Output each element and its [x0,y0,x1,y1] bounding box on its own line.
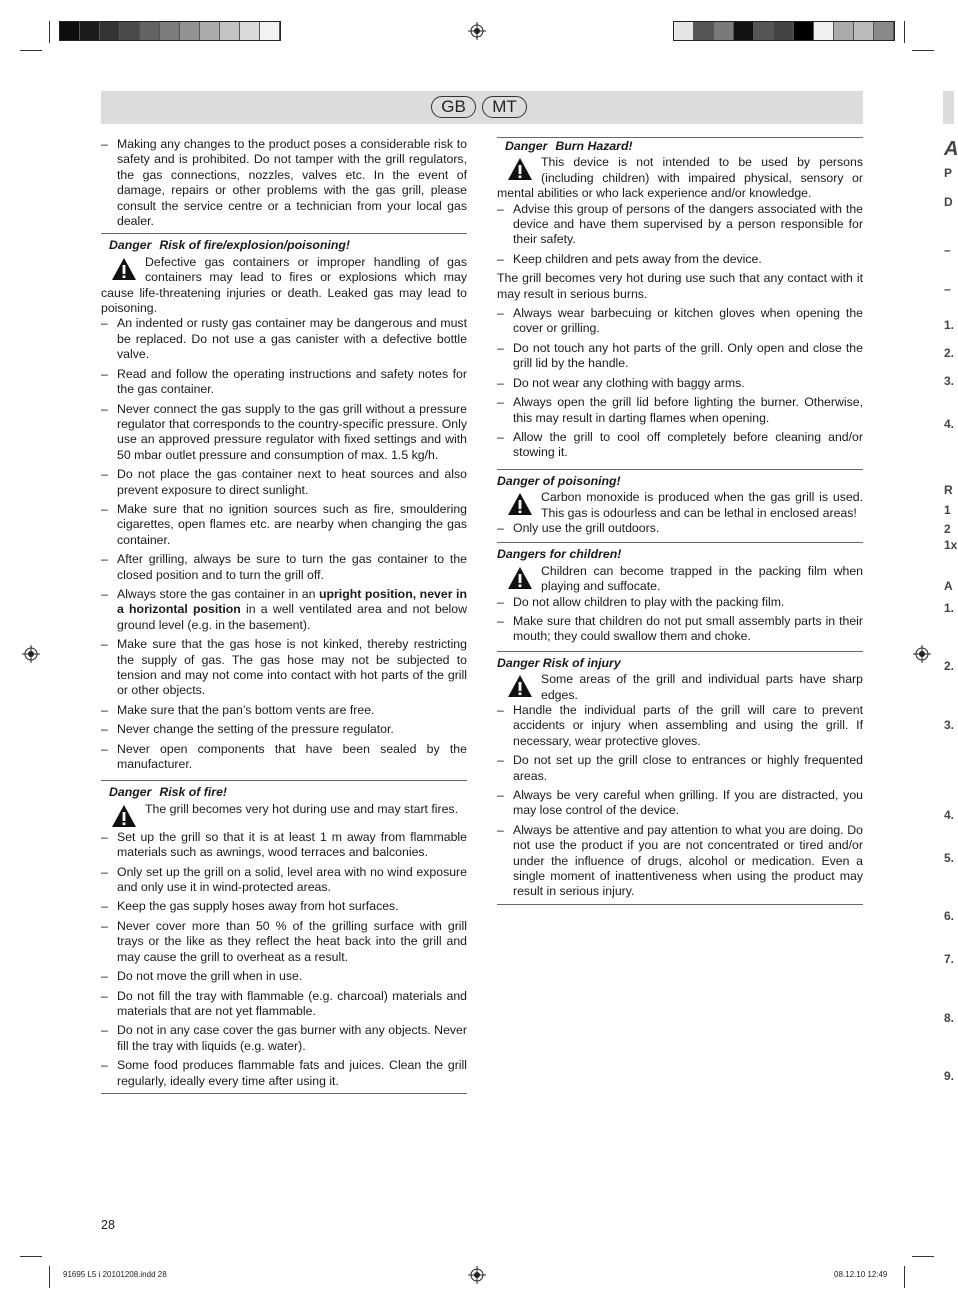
warning-triangle-icon [111,257,137,281]
danger-box-fire-explosion [101,233,467,316]
edge-fragment: 2. [944,346,955,360]
danger-list [101,830,467,1089]
list-item [101,467,467,498]
edge-fragment: 2 [944,522,951,536]
crop-mark [20,1256,42,1257]
list-item-text: Do not move the grill when in use. [117,969,303,984]
registration-mark-icon [22,645,40,663]
crop-mark [904,1266,905,1288]
list-item-text: Always open the grill lid before lighting the burner. Otherwise, this may result in darting flames when opening. [513,395,863,425]
list-dash: – [497,703,504,717]
edge-fragment: A [944,579,953,593]
danger-title: Danger Burn Hazard! [505,139,633,153]
danger-text: Carbon monoxide is produced when the gas grill is used. This gas is odourless and can be lethal in enclosed areas! [541,490,863,520]
list-item [101,1058,467,1089]
list-item-text: Allow the grill to cool off completely before cleaning and/or stowing it. [513,429,863,460]
list-item-text: Set up the grill so that it is at least 1 m away from flammable materials such as awnings, wood terraces and balconies. [117,829,467,860]
list-item [101,919,467,965]
danger-text: Some areas of the grill and individual parts have sharp edges. [541,672,863,702]
list-dash: – [101,401,108,416]
list-item-text: Keep the gas supply hoses away from hot surfaces. [117,899,399,914]
list-item [101,367,467,398]
edge-fragment: 3. [944,374,955,388]
warning-triangle-icon [507,566,533,590]
list-item [101,402,467,464]
list-dash: – [101,1058,108,1073]
list-dash: – [497,340,504,355]
list-dash: – [101,918,108,933]
crop-mark [49,1266,50,1288]
list-item [497,753,863,784]
list-dash: – [497,395,504,410]
list-dash: – [497,251,504,266]
edge-fragment: 4. [944,808,955,822]
color-bar-right [673,21,895,41]
page-number: 28 [101,1218,115,1232]
edge-fragment: – [944,282,951,296]
list-item-text: Never connect the gas supply to the gas grill without a pressure regulator that corresponds to the country-specific pressure. Only use an approved pressure regulator with fixed settings and with 50 mbar outlet pressure and consumption of max. 1.5 kg/h. [117,401,467,462]
list-item [101,722,467,737]
list-dash: – [101,467,108,482]
warning-triangle-icon [111,804,137,828]
list-item-text: Do not place the gas container next to heat sources and also prevent exposure to direct sunlight. [117,467,467,497]
list-dash: – [101,702,108,717]
list-item [497,341,863,372]
registration-mark-icon [913,645,931,663]
list-item [101,703,467,718]
list-item [101,552,467,583]
danger-box-fire [101,780,467,829]
list-item [101,865,467,896]
list-item-text: After grilling, always be sure to turn the gas container to the closed position and to turn the grill off. [117,552,467,582]
list-dash: – [101,899,108,914]
divider [497,904,863,905]
list-item-text: Only use the grill outdoors. [513,520,660,535]
crop-mark [912,1256,934,1257]
list-item [101,502,467,548]
list-item [101,969,467,984]
divider [101,1093,467,1094]
list-dash: – [497,822,504,837]
list-item-text: Keep children and pets away from the device. [513,251,762,266]
list-dash: – [497,788,504,803]
warning-triangle-icon [507,492,533,516]
footer-file-info: 91695 L5 i 20101208.indd 28 [63,1270,167,1279]
list-item-text: Do not touch any hot parts of the grill. Only open and close the grill lid by the handle. [513,340,863,371]
list-item-text: Do not set up the grill close to entrances or highly frequented areas. [513,753,863,783]
list-item-text: Never change the setting of the pressure regulator. [117,722,394,737]
registration-mark-icon [468,22,486,40]
registration-mark-icon [468,1266,486,1284]
crop-mark [20,50,42,51]
header-band-next-page [943,91,954,124]
list-item-text: Advise this group of persons of the dangers associated with the device and have them supervised by a person responsible for their safety. [513,201,863,247]
danger-list [497,595,863,645]
list-dash: – [101,1023,108,1038]
language-tags [431,96,527,118]
danger-title: Danger of poisoning! [497,473,621,488]
danger-list [497,521,863,536]
list-item-text: Only set up the grill on a solid, level area with no wind exposure and only use it in wind-protected areas. [117,864,467,895]
list-dash: – [101,366,108,381]
list-dash: – [497,375,504,390]
right-column [497,137,863,905]
list-dash: – [101,741,108,756]
danger-text: This device is not intended to be used by persons (including children) with impaired physical, sensory or mental abilities or who lack experience and/or knowledge. [497,155,863,201]
list-item-text: An indented or rusty gas container may be dangerous and must be replaced. Do not use a gas canister with a defective bottle valve. [117,316,467,362]
list-dash: – [497,201,504,216]
list-dash: – [101,722,108,737]
danger-list [497,306,863,461]
list-dash: – [497,306,504,321]
edge-fragment: D [944,195,953,209]
edge-fragment: 4. [944,417,955,431]
list-item [497,521,863,536]
danger-list [497,703,863,900]
list-item [497,202,863,248]
edge-fragment: 2. [944,659,955,673]
list-item [497,788,863,819]
list-item-text: Never open components that have been sealed by the manufacturer. [117,741,467,772]
list-item-text: Always be very careful when grilling. If you are distracted, you may lose control of the device. [513,788,863,818]
edge-fragment: 7. [944,952,955,966]
list-item [497,395,863,426]
edge-fragment: P [944,166,953,180]
paragraph: The grill becomes very hot during use such that any contact with it may result in serious burns. [497,271,863,301]
list-item [497,430,863,461]
list-dash: – [101,501,108,516]
crop-mark [912,50,934,51]
danger-text: Defective gas containers or improper handling of gas containers may lead to fires or explosions which may cause life-threatening injuries or death. Leaked gas may lead to poisoning. [101,254,467,316]
edge-fragment: 1. [944,601,955,615]
warning-triangle-icon [507,674,533,698]
list-item [497,306,863,337]
danger-title: Danger Risk of fire/explosion/poisoning! [109,238,350,253]
list-item-text: Do not wear any clothing with baggy arms. [513,375,745,390]
danger-title: Danger Risk of fire! [109,785,228,800]
list-item-text: Make sure that children do not put small assembly parts in their mouth; they could swallow them and choke. [513,613,863,644]
danger-text: Children can become trapped in the packing film when playing and suffocate. [541,563,863,594]
list-item: – Always store the gas container in an upright position, never in a horizontal position in a well ventilated area and not below ground level (e.g. in the basement). [101,586,468,632]
danger-box-burn [497,137,863,202]
list-item-text: Some food produces flammable fats and juices. Clean the grill regularly, ideally every time after using it. [117,1058,467,1088]
list-dash: – [101,637,108,652]
list-item [497,252,863,267]
danger-title: Dangers for children! [497,547,622,562]
edge-fragment: A [944,138,958,160]
list-item-text: Handle the individual parts of the grill will care to prevent accidents or injury when assembling and using the grill. If necessary, wear protective gloves. [513,703,863,748]
crop-mark [904,21,905,43]
list-item-text: Read and follow the operating instructions and safety notes for the gas container. [117,366,467,397]
edge-fragment: 3. [944,718,955,732]
list-item-text: Do not allow children to play with the packing film. [513,594,785,609]
danger-list [101,316,467,583]
list-item [101,742,467,773]
list-item [101,830,467,861]
list-item [101,1023,467,1054]
list-dash: – [101,829,108,844]
edge-fragment: 5. [944,851,955,865]
list-dash: – [497,753,504,768]
list-item [101,989,467,1020]
list-item [101,316,467,362]
list-item [101,637,467,699]
danger-box-injury [497,651,863,703]
language-tag-gb: GB [431,96,476,118]
list-item [497,376,863,391]
list-item-text: Do not fill the tray with flammable (e.g. charcoal) materials and materials that are not yet flammable. [117,988,467,1018]
list-item-text: Do not in any case cover the gas burner with any objects. Never fill the tray with liquids (e.g. water). [117,1023,467,1053]
danger-list [497,202,863,268]
edge-fragment: 8. [944,1011,955,1025]
edge-fragment: 1x [944,538,958,552]
list-dash: – [101,969,108,984]
edge-fragment: 6. [944,909,955,923]
edge-fragment: – [944,243,951,257]
list-dash: – [497,429,504,444]
edge-fragment: R [944,483,953,497]
edge-fragment: 1 [944,503,951,517]
list-item [497,823,863,900]
danger-title: Danger Risk of injury [497,655,621,670]
list-item-text: Make sure that the pan’s bottom vents are free. [117,702,375,717]
list-item [497,595,863,610]
list-dash: – [497,520,504,535]
footer-date: 08.12.10 12:49 [834,1270,888,1279]
left-column [101,137,467,1094]
list-item-text: Never cover more than 50 % of the grilling surface with grill trays or the like as they reflect the heat back into the grill and may cause the grill to overheat as a result. [117,918,467,964]
list-dash: – [101,552,108,567]
crop-mark [49,21,50,43]
list-dash: – [101,316,108,331]
list-item [497,703,863,749]
edge-fragment: 9. [944,1069,955,1083]
list-item-text: Always be attentive and pay attention to what you are doing. Do not use the product if you are not concentrated or tired and/or under the influence of drugs, alcohol or medication. Even a single moment of inattentiveness when using the product may result in serious injury. [513,822,863,899]
list-dash: – [497,613,504,628]
danger-box-children [497,542,863,594]
list-dash: – [101,864,108,879]
list-dash: – [497,594,504,609]
edge-fragment: 1. [944,318,955,332]
warning-triangle-icon [507,157,533,181]
language-tag-mt: MT [482,96,527,118]
list-dash: – [101,988,108,1003]
list-item-text: Make sure that no ignition sources such as fire, smouldering cigarettes, open flames etc. are nearby when changing the gas container. [117,501,467,547]
list-item [101,899,467,914]
danger-list [101,637,467,772]
danger-text: The grill becomes very hot during use and may start fires. [145,801,459,816]
color-bar-left [59,21,281,41]
list-item [497,614,863,645]
list-item-text: Make sure that the gas hose is not kinked, thereby restricting the supply of gas. The gas hose may not be subjected to tension and may not come into contact with hot parts of the grill or other objects. [117,637,467,698]
list-item: – Making any changes to the product poses a considerable risk to safety and is prohibited. Do not tamper with the grill regulators, the gas connections, nozzles, valves etc. In the event of damage, repairs or other problems with the gas grill, please consult the service centre or a technician from your local gas dealer. [101,137,467,229]
list-item-text: Always wear barbecuing or kitchen gloves when opening the cover or grilling. [513,306,863,336]
danger-box-poisoning [497,469,863,521]
